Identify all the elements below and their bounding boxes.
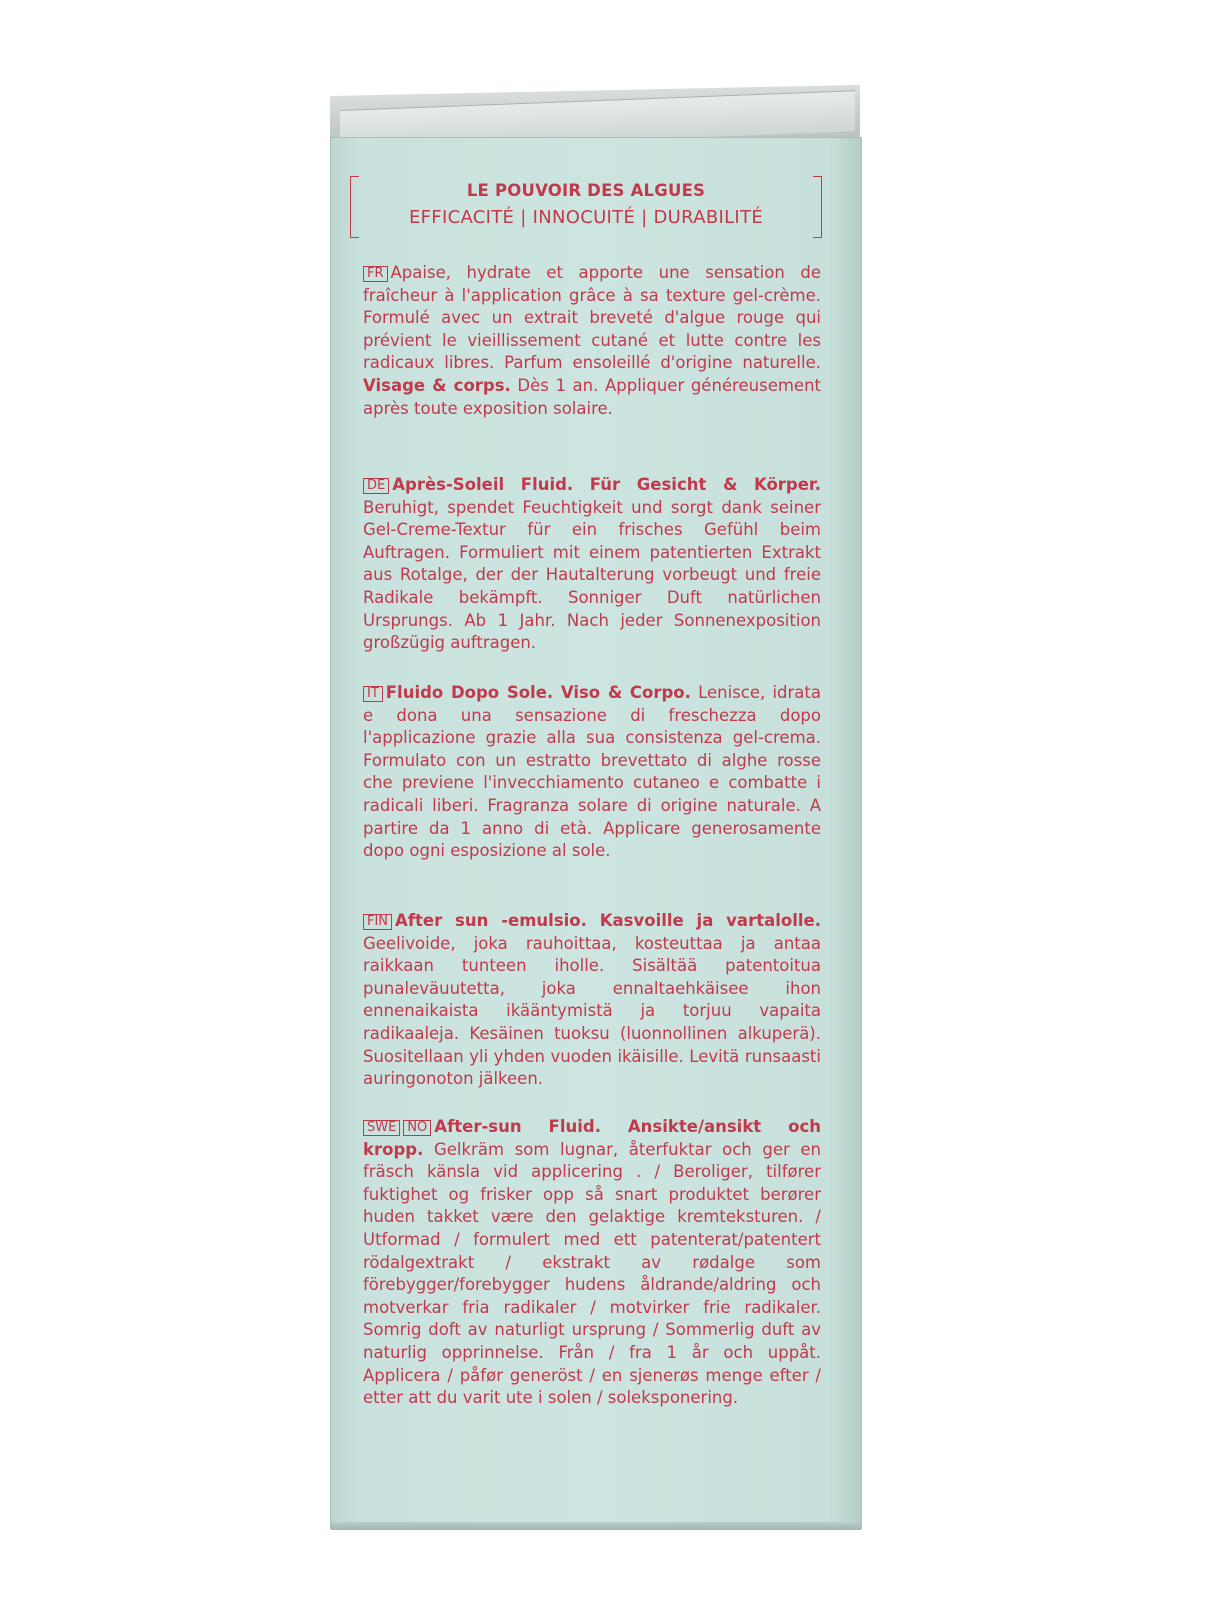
lang-tag-de: DE xyxy=(363,478,389,494)
swe-no-body: Gelkräm som lugnar, återfuktar och ger en fräsch känsla vid applicering . / Beroliger, tilfører fuktighet og frisker opp så snart produktet berører huden takket være den gelaktige kremteksturen. / Utformad / formulert med ett patenterat/patentert rödalgextrakt / ekstrakt av rødalge som förebygger/forebygger hudens åldrande/aldring och motverkar fria radikaler / motvirker frie radikaler. Somrig doft av naturligt ursprung / Sommerlig duft av naturlig opprinnelse. Från / fra 1 år och uppåt. Applicera / påfør generöst / en sjenerøs menge efter / etter att du varit ute i solen / soleksponering. xyxy=(363,1139,822,1408)
fr-body-part2: Dès 1 an. Appliquer généreusement après toute exposition solaire. xyxy=(363,375,821,418)
header-title: LE POUVOIR DES ALGUES xyxy=(466,181,706,200)
de-lead: Après-Soleil Fluid. Für Gesicht & Körper. xyxy=(392,475,821,494)
swe-no-lead: After-sun Fluid. Ansikte/ansikt och kropp. xyxy=(363,1117,821,1159)
section-fin xyxy=(363,910,821,1091)
header-subtitle: EFFICACITÉ | INNOCUITÉ | DURABILITÉ xyxy=(408,207,764,228)
it-lead: Fluido Dopo Sole. Viso & Corpo. xyxy=(385,683,691,702)
it-body: Lenisce, idrata e dona una sensazione di freschezza dopo l'applicazione grazie alla sua consistenza gel-crema. Formulato con un estratto brevettato di alghe rosse che previene l'invecchiamento cutaneo e combatte i radicali liberi. Fragranza solare di origine naturale. A partire da 1 anno di età. Applicare generosamente dopo ogni esposizione al sole. xyxy=(363,683,821,861)
lang-tag-it: IT xyxy=(363,686,383,702)
fr-strong: Visage & corps. xyxy=(363,375,511,395)
fr-body-part1: Apaise, hydrate et apporte une sensation de fraîcheur à l'application grâce à sa texture gel-crème. Formulé avec un extrait breveté d'algue rouge qui prévient le vieillissement cutané et lutte contre les radicaux libres. Parfum ensoleillé d'origine naturelle. xyxy=(363,263,821,373)
section-de xyxy=(363,474,821,655)
section-it xyxy=(363,682,821,863)
section-fr xyxy=(363,262,821,420)
brand-header xyxy=(350,176,822,238)
lang-tag-fr: FR xyxy=(363,266,388,282)
section-swe-no xyxy=(363,1116,821,1410)
lang-tag-fin: FIN xyxy=(363,914,392,930)
box-bottom-edge xyxy=(331,1522,861,1530)
fin-lead: After sun -emulsio. Kasvoille ja vartalolle. xyxy=(395,911,821,930)
de-body: Beruhigt, spendet Feuchtigkeit und sorgt dank seiner Gel-Creme-Textur für ein frisches Gefühl beim Auftragen. Formuliert mit einem patentierten Extrakt aus Rotalge, der der Hautalterung vorbeugt und freie Radikale bekämpft. Sonniger Duft natürlichen Ursprungs. Ab 1 Jahr. Nach jeder Sonnenexposition großzügig auftragen. xyxy=(363,497,821,653)
fin-body: Geelivoide, joka rauhoittaa, kosteuttaa ja antaa raikkaan tunteen iholle. Sisältää patentoitua punaleväuutetta, joka ennaltaehkäisee ihon ennenaikaista ikääntymistä ja torjuu vapaita radikaaleja. Kesäinen tuoksu (luonnollinen alkuperä). Suositellaan yli yhden vuoden ikäisille. Levitä runsaasti auringonoton jälkeen. xyxy=(363,933,821,1089)
lang-tag-no: NO xyxy=(403,1120,431,1136)
lang-tag-swe: SWE xyxy=(363,1120,400,1136)
